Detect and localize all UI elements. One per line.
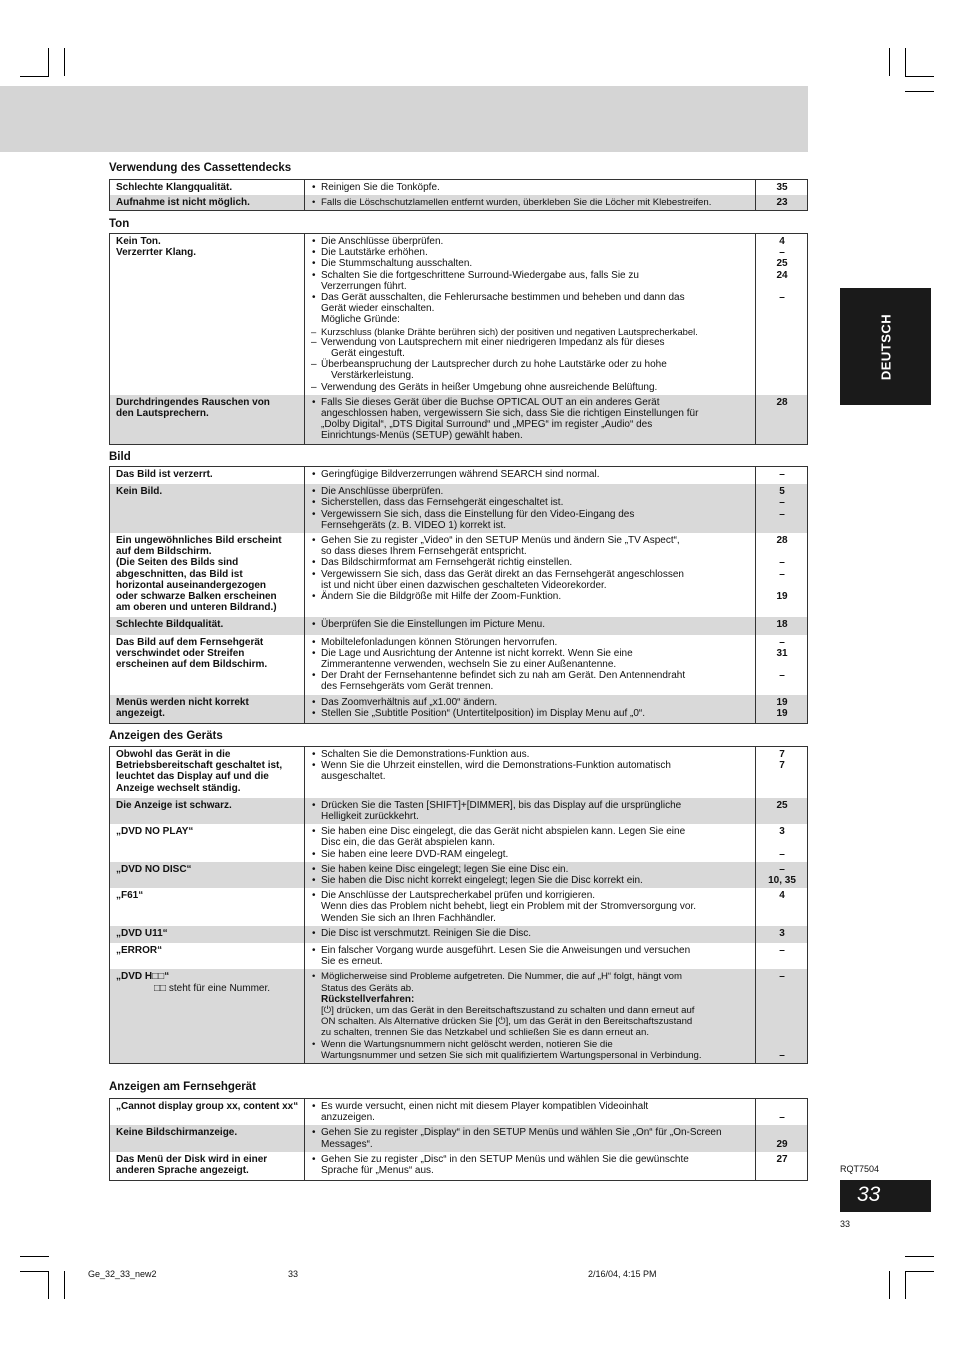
- page-ref: 25: [776, 799, 788, 811]
- problem-cell: [110, 862, 305, 888]
- solution-bullet: [311, 397, 750, 442]
- page-ref: 23: [776, 197, 788, 209]
- solution-bullet: [311, 670, 750, 692]
- ton-table: [109, 233, 808, 445]
- solution-cell: [305, 798, 756, 824]
- page-ref: –: [779, 568, 785, 580]
- bullet-line: • Vergewissern Sie sich, dass das Gerät direkt an das Fernsehgerät angeschlossen: [321, 568, 684, 580]
- problem-text: oder schwarze Balken erscheinen: [116, 591, 277, 603]
- bullet-line: • Möglicherweise sind Probleme aufgetreten. Die Nummer, die auf „H“ folgt, hängt vom: [321, 971, 682, 983]
- problem-cell: [110, 1099, 305, 1126]
- page-cell: [756, 862, 808, 888]
- page-ref: [762, 1101, 802, 1112]
- page-ref: 7: [779, 760, 785, 772]
- bullet-line: • Die Lage und Ausrichtung der Antenne ist nicht korrekt. Wenn Sie eine: [321, 647, 633, 659]
- page-ref: 31: [776, 647, 788, 659]
- solution-bullet: [311, 697, 750, 708]
- header-band: [0, 86, 808, 152]
- page-ref: 29: [776, 1138, 788, 1150]
- page-ref: –: [779, 636, 785, 648]
- solution-cell: [305, 1099, 756, 1126]
- problem-text: Das Bild auf dem Fernsehgerät: [116, 636, 264, 648]
- solution-bullet: • Reinigen Sie die Tonköpfe.: [311, 182, 750, 193]
- table-row: [110, 395, 808, 444]
- table-row: [110, 1099, 808, 1126]
- crop-mark: [905, 48, 906, 76]
- crop-mark: [64, 48, 65, 76]
- solution-cell: [305, 747, 756, 798]
- crop-mark: [48, 1271, 49, 1299]
- problem-cell: [110, 926, 305, 943]
- table-row: [110, 943, 808, 969]
- reason-item: – Verwendung des Geräts in heißer Umgebung ohne ausreichende Belüftung.: [311, 382, 750, 393]
- crop-mark: [905, 1271, 934, 1272]
- page-cell: [756, 747, 808, 798]
- solution-bullet: [311, 569, 750, 591]
- bullet-line: • Sicherstellen, dass das Fernsehgerät eingeschaltet ist.: [321, 497, 564, 509]
- solution-cell: [305, 617, 756, 634]
- reason-item-cont: Gerät eingestuft.: [331, 348, 405, 360]
- page-ref: [762, 983, 802, 994]
- page-cell: [756, 888, 808, 926]
- solution-cell: [305, 1125, 756, 1151]
- table-row: [110, 747, 808, 798]
- page-ref: [762, 1005, 802, 1016]
- bullet-line: • Sie haben eine Disc eingelegt, die das Gerät nicht abspielen kann. Legen Sie eine: [321, 826, 686, 838]
- page-cell: [756, 533, 808, 617]
- page-ref: 3: [779, 927, 785, 939]
- solution-cell: [305, 467, 756, 485]
- solution-cell: [305, 824, 756, 862]
- bullet-line: • Gehen Sie zu register „Disc“ in den SETUP Menüs und wählen Sie die gewünschte: [321, 1153, 689, 1165]
- problem-text: am oberen und unteren Bildrand.): [116, 602, 277, 614]
- table-row: [110, 695, 808, 724]
- bullet-line: ON schalten. Als Alternative drücken Sie [⏻], um das Gerät in den Bereitschaftszustand: [321, 1016, 693, 1028]
- table-row: [110, 798, 808, 824]
- page-cell: [756, 824, 808, 862]
- solution-bullet: • Die Lautstärke erhöhen.: [311, 247, 750, 258]
- crop-mark: [20, 1271, 49, 1272]
- section-title-ton: Ton: [109, 218, 130, 230]
- page-ref: –: [779, 1112, 785, 1124]
- solution-cell: [305, 695, 756, 724]
- solution-bullet: [311, 1127, 750, 1149]
- table-row: [110, 484, 808, 533]
- problem-text: Schlechte Bildqualität.: [116, 619, 224, 631]
- bullet-line: Fernsehgeräts (z. B. VIDEO 1) korrekt ist.: [321, 519, 507, 531]
- bullet-line: Einrichtungs-Menüs (SETUP) gewählt haben.: [321, 430, 523, 442]
- solution-bullet: [311, 708, 750, 719]
- problem-text: „DVD NO PLAY“: [116, 826, 194, 838]
- solution-bullet: [311, 619, 750, 630]
- bullet-line: • Die Anschlüsse der Lautsprecherkabel prüfen und korrigieren.: [321, 890, 596, 902]
- page-ref: [762, 837, 802, 848]
- table-row: [110, 1125, 808, 1151]
- crop-mark: [889, 48, 890, 76]
- bullet-line: • Wenn Sie die Uhrzeit einstellen, wird die Demonstrations-Funktion automatisch: [321, 760, 671, 772]
- page-cell: [756, 926, 808, 943]
- problem-cell: [110, 695, 305, 724]
- page-ref: 24: [776, 269, 788, 281]
- problem-text: Kein Bild.: [116, 486, 163, 498]
- crop-mark: [905, 1256, 934, 1257]
- crop-mark: [905, 76, 934, 77]
- problem-cell: [110, 888, 305, 926]
- problem-text: angezeigt.: [116, 707, 165, 719]
- problem-cell: [110, 467, 305, 485]
- table-row: [110, 926, 808, 943]
- table-row: [110, 635, 808, 695]
- solution-cell: [305, 926, 756, 943]
- problem-cell: [110, 1125, 305, 1151]
- solution-bullet: [311, 849, 750, 860]
- problem-cell: [110, 617, 305, 634]
- anzeigen-table: [109, 746, 808, 1064]
- bullet-line: Zimmerantenne verwenden, wechseln Sie zu einer Außenantenne.: [321, 659, 617, 671]
- problem-text: leuchtet das Display auf und die: [116, 771, 269, 783]
- page-ref: 4: [779, 890, 785, 902]
- page-ref: 28: [776, 535, 788, 547]
- page-ref: –: [779, 292, 785, 304]
- language-tab-label: DEUTSCH: [878, 313, 893, 380]
- problem-text: Keine Bildschirmanzeige.: [116, 1127, 238, 1139]
- table-row: [110, 888, 808, 926]
- page-ref: –: [779, 945, 785, 957]
- solution-bullet: [311, 292, 750, 314]
- problem-cell: [110, 635, 305, 695]
- problem-text: „F61“: [116, 890, 144, 902]
- page-ref: 19: [776, 707, 788, 719]
- page-ref: –: [779, 1049, 785, 1061]
- page-ref: 3: [779, 826, 785, 838]
- solution-cell: [305, 862, 756, 888]
- bullet-line: Gerät wieder einschalten.: [321, 303, 435, 315]
- solution-cell: [305, 533, 756, 617]
- section-title-anzeigen: Anzeigen des Geräts: [109, 730, 223, 742]
- bullet-line: • Das Zoomverhältnis auf „x1.00“ ändern.: [321, 696, 498, 708]
- problem-text: erscheinen auf dem Bildschirm.: [116, 659, 268, 671]
- page-ref: –: [779, 557, 785, 569]
- solution-bullet: [311, 875, 750, 886]
- crop-mark: [889, 1271, 890, 1299]
- solution-bullet: [311, 509, 750, 531]
- page-ref: 4: [779, 236, 785, 247]
- solution-bullet: [311, 971, 750, 1038]
- page-cell: [756, 1125, 808, 1151]
- problem-text: auf dem Bildschirm.: [116, 546, 212, 558]
- page-number-small: 33: [840, 1219, 851, 1229]
- bullet-line: Disc ein, die das Gerät abspielen kann.: [321, 837, 495, 849]
- bullet-line: • Schalten Sie die fortgeschrittene Surround-Wiedergabe aus, falls Sie zu: [321, 269, 639, 281]
- bullet-line: Sie es erneut.: [321, 956, 383, 968]
- problem-cell: [110, 484, 305, 533]
- bullet-line: • Gehen Sie zu register „Display“ in den SETUP Menüs und wählen Sie „On“ für „On-Screen: [321, 1127, 722, 1139]
- problem-text: Kein Ton.: [116, 236, 161, 247]
- page-ref: [762, 281, 802, 292]
- page-ref: –: [779, 508, 785, 520]
- page-number-box: [840, 1180, 931, 1212]
- problem-cell: [110, 1152, 305, 1181]
- footer-timestamp: 2/16/04, 4:15 PM: [588, 1269, 657, 1279]
- page-cell: [756, 1099, 808, 1126]
- problem-text: Das Bild ist verzerrt.: [116, 469, 213, 480]
- problem-cell: [110, 747, 305, 798]
- bullet-line: • Das Bildschirmformat am Fernsehgerät richtig einstellen.: [321, 557, 573, 569]
- solution-bullet: [311, 749, 750, 760]
- bullet-line: • Wenn die Wartungsnummern nicht gelöscht werden, notieren Sie die: [321, 1038, 613, 1050]
- bullet-line: angeschlossen haben, vergewissern Sie sich, dass Sie die richtigen Einstellungen für: [321, 408, 699, 420]
- bullet-line: Sprache für „Menus“ aus.: [321, 1165, 434, 1177]
- problem-cell: [110, 824, 305, 862]
- solution-bullet: [311, 800, 750, 822]
- bullet-line: • Sie haben eine leere DVD-RAM eingelegt.: [321, 848, 509, 860]
- tv-table: [109, 1098, 808, 1181]
- problem-text: den Lautsprechern.: [116, 408, 209, 420]
- page-cell: [756, 635, 808, 695]
- table-row: [110, 862, 808, 888]
- bullet-line: des Fernsehgeräts vom Gerät trennen.: [321, 681, 494, 693]
- table-row: [110, 969, 808, 1063]
- solution-bullet: [311, 486, 750, 497]
- solution-bullet: [311, 591, 750, 602]
- bullet-line: Helligkeit zurückkehrt.: [321, 811, 419, 823]
- problem-text: Obwohl das Gerät in die: [116, 749, 231, 760]
- bullet-line: • Es wurde versucht, einen nicht mit diesem Player kompatiblen Videoinhalt: [321, 1101, 649, 1112]
- page-ref: 35: [776, 182, 788, 193]
- page-cell: [756, 484, 808, 533]
- problem-text: abgeschnitten, das Bild ist: [116, 568, 243, 580]
- reset-label: Rückstellverfahren:: [321, 993, 415, 1005]
- crop-mark: [48, 48, 49, 76]
- page-number: 33: [857, 1183, 881, 1206]
- bullet-line: zu schalten, trennen Sie das Netzkabel und schließen Sie es dann erneut an.: [321, 1027, 649, 1039]
- solution-bullet: [311, 270, 750, 292]
- page-ref: 18: [776, 619, 788, 631]
- page-ref: 19: [776, 591, 788, 603]
- bullet-line: • Ein falscher Vorgang wurde ausgeführt. Lesen Sie die Anweisungen und versuchen: [321, 945, 691, 957]
- problem-text: „ERROR“: [116, 945, 163, 957]
- page-ref: 5: [779, 486, 785, 498]
- page-ref: [762, 1016, 802, 1027]
- problem-text: „DVD U11“: [116, 927, 168, 939]
- bullet-line: so dass dieses Ihrem Fernsehgerät entspricht.: [321, 546, 527, 558]
- problem-text: Anzeige wechselt ständig.: [116, 782, 241, 794]
- cassette-table: [109, 179, 808, 211]
- bullet-line: • Stellen Sie „Subtitle Position“ (Untertitelposition) im Display Menu auf „0“.: [321, 707, 646, 719]
- language-tab: [840, 288, 931, 405]
- page-ref: –: [779, 497, 785, 509]
- page-ref: 19: [776, 696, 788, 708]
- bullet-line: • Falls Sie dieses Gerät über die Buchse OPTICAL OUT an ein anderes Gerät: [321, 396, 660, 408]
- table-row: [110, 824, 808, 862]
- bullet-line: • Überprüfen Sie die Einstellungen im Picture Menu.: [321, 619, 546, 631]
- solution-bullet: [311, 1154, 750, 1176]
- solution-bullet: • Die Anschlüsse überprüfen.: [311, 236, 750, 247]
- solution-bullet: [311, 945, 750, 967]
- page-ref: [762, 580, 802, 591]
- problem-cell: [110, 943, 305, 969]
- problem-text: Das Menü der Disk wird in einer: [116, 1153, 268, 1165]
- bullet-line: • Die Disc ist verschmutzt. Reinigen Sie die Disc.: [321, 927, 532, 939]
- reason-item-cont: Verstärkerleistung.: [331, 370, 414, 382]
- problem-text: Schlechte Klangqualität.: [116, 182, 233, 193]
- crop-mark: [64, 1271, 65, 1299]
- solution-cell: [305, 484, 756, 533]
- page-ref: [762, 1127, 802, 1138]
- page-ref: [762, 1039, 802, 1050]
- table-row: [110, 195, 808, 211]
- reason-item: – Verwendung von Lautsprechern mit einer niedrigeren Impedanz als für dieses: [311, 337, 750, 348]
- model-code: RQT7504: [840, 1164, 880, 1174]
- table-row: [110, 533, 808, 617]
- reason-item: – Kurzschluss (blanke Drähte berühren sich) der positiven und negativen Lautsprecherkabel.: [311, 326, 750, 337]
- page-ref: [762, 659, 802, 670]
- page-ref: –: [779, 863, 785, 875]
- solution-bullet: [311, 469, 750, 480]
- page-ref: 25: [776, 258, 788, 270]
- problem-text: (Die Seiten des Bilds sind: [116, 557, 239, 569]
- bullet-line: [⏻] drücken, um das Gerät in den Bereitschaftszustand zu schalten und dann erneut auf: [321, 1005, 695, 1017]
- page-ref: [762, 994, 802, 1005]
- crop-mark: [905, 1271, 906, 1299]
- bullet-line: • Gehen Sie zu register „Video“ in den SETUP Menüs und ändern Sie „TV Aspect“,: [321, 535, 680, 547]
- solution-cell: [305, 888, 756, 926]
- solution-cell: [305, 943, 756, 969]
- bullet-line: anzuzeigen.: [321, 1112, 375, 1124]
- page-ref: 28: [776, 396, 788, 408]
- page-ref: [762, 1027, 802, 1038]
- solution-bullet: [311, 637, 750, 648]
- solution-bullet: [311, 535, 750, 557]
- reason-item: – Überbeanspruchung der Lautsprecher durch zu hohe Lautstärke oder zu hohe: [311, 359, 750, 370]
- page-ref: –: [779, 971, 785, 983]
- bullet-line: • Das Gerät ausschalten, die Fehlerursache bestimmen und beheben und dann das: [321, 292, 685, 304]
- page-ref: 10, 35: [768, 875, 796, 887]
- solution-bullet: [311, 890, 750, 924]
- solution-bullet: • Die Stummschaltung ausschalten.: [311, 258, 750, 269]
- solution-bullet: [311, 648, 750, 670]
- bullet-line: • Die Anschlüsse überprüfen.: [321, 486, 444, 498]
- bullet-line: • Schalten Sie die Demonstrations-Funktion aus.: [321, 749, 530, 760]
- bullet-line: „Dolby Digital“, „DTS Digital Surround“ und „MPEG“ im register „Audio“ des: [321, 419, 653, 431]
- bullet-line: • Geringfügige Bildverzerrungen während SEARCH sind normal.: [321, 469, 600, 480]
- solution-bullet: [311, 928, 750, 939]
- bild-table: [109, 466, 808, 724]
- solution-bullet: [311, 557, 750, 568]
- problem-text: Ein ungewöhnliches Bild erscheint: [116, 535, 282, 547]
- problem-text: „Cannot display group xx, content xx“: [116, 1101, 299, 1112]
- page-ref: –: [779, 469, 785, 480]
- bullet-line: Verzerrungen führt.: [321, 280, 407, 292]
- solution-bullet: [311, 864, 750, 875]
- problem-note: □□ steht für eine Nummer.: [154, 982, 271, 994]
- solution-bullet: [311, 1101, 750, 1123]
- bullet-line: Messages“.: [321, 1138, 373, 1150]
- table-row: [110, 1152, 808, 1181]
- bullet-line: • Ändern Sie die Bildgröße mit Hilfe der Zoom-Funktion.: [321, 591, 562, 603]
- crop-mark: [905, 91, 934, 92]
- bullet-line: ausgeschaltet.: [321, 771, 386, 783]
- solution-cell: [305, 1152, 756, 1181]
- problem-text: anderen Sprache angezeigt.: [116, 1165, 249, 1177]
- solution-bullet: [311, 826, 750, 848]
- bullet-line: Wenn dies das Problem nicht behebt, liegt ein Problem mit der Stromversorgung vor.: [321, 901, 696, 913]
- section-title-tv: Anzeigen am Fernsehgerät: [109, 1081, 256, 1093]
- table-row: [110, 180, 808, 196]
- problem-text: Die Anzeige ist schwarz.: [116, 799, 232, 811]
- page-ref: –: [779, 670, 785, 682]
- solution-bullet: [311, 760, 750, 782]
- problem-text: Aufnahme ist nicht möglich.: [116, 197, 250, 209]
- page-ref: 7: [779, 749, 785, 760]
- bullet-line: • Sie haben die Disc nicht korrekt eingelegt; legen Sie die Disc korrekt ein.: [321, 875, 643, 887]
- problem-text: horizontal auseinandergezogen: [116, 579, 267, 591]
- bullet-line: • Drücken Sie die Tasten [SHIFT]+[DIMMER], bis das Display auf die ursprüngliche: [321, 799, 682, 811]
- problem-cell: [110, 798, 305, 824]
- problem-text: Verzerrter Klang.: [116, 247, 197, 259]
- bullet-line: Wartungsnummer und setzen Sie sich mit qualifiziertem Wartungspersonal in Verbindung.: [321, 1049, 702, 1061]
- problem-text: verschwindet oder Streifen: [116, 647, 245, 659]
- page-ref: –: [779, 247, 785, 259]
- section-title-bild: Bild: [109, 451, 131, 463]
- table-row: [110, 234, 808, 395]
- problem-text: Menüs werden nicht korrekt: [116, 696, 249, 708]
- page-cell: [756, 695, 808, 724]
- bullet-line: • Mobiltelefonladungen können Störungen hervorrufen.: [321, 636, 558, 648]
- page-cell: [756, 798, 808, 824]
- table-row: [110, 467, 808, 485]
- bullet-line: • Vergewissern Sie sich, dass die Einstellung für den Video-Eingang des: [321, 508, 635, 520]
- bullet-line: • Sie haben keine Disc eingelegt; legen Sie eine Disc ein.: [321, 863, 569, 875]
- bullet-line: • Der Draht der Fernsehantenne befindet sich zu nah am Gerät. Den Antennendraht: [321, 670, 686, 682]
- footer-page: 33: [288, 1269, 299, 1279]
- crop-mark: [20, 1256, 49, 1257]
- page-ref: 27: [776, 1153, 788, 1165]
- problem-text: Betriebsbereitschaft geschaltet ist,: [116, 760, 283, 772]
- reasons-label: Mögliche Gründe:: [321, 314, 400, 326]
- solution-bullet: [311, 497, 750, 508]
- solution-bullet: • Falls die Löschschutzlamellen entfernt wurden, überkleben Sie die Löcher mit Klebestreifen.: [311, 197, 750, 208]
- page-ref: –: [779, 848, 785, 860]
- page-cell: [756, 1152, 808, 1181]
- table-row: [110, 617, 808, 634]
- problem-text: Durchdringendes Rauschen von: [116, 396, 270, 408]
- problem-cell: [110, 533, 305, 617]
- page-cell: [756, 943, 808, 969]
- section-title-cassette: Verwendung des Cassettendecks: [109, 162, 292, 174]
- bullet-line: Status des Geräts ab.: [321, 982, 414, 994]
- problem-text: „DVD H□□“: [116, 971, 170, 983]
- page-cell: [756, 617, 808, 634]
- page-cell: [756, 467, 808, 485]
- footer-file: Ge_32_33_new2: [88, 1269, 157, 1279]
- page-ref: [762, 546, 802, 557]
- solution-bullet: [311, 1039, 750, 1061]
- bullet-line: ist und nicht über einen dazwischen geschalteten Videorekorder.: [321, 579, 607, 591]
- solution-cell: [305, 635, 756, 695]
- bullet-line: Wenden Sie sich an Ihren Fachhändler.: [321, 912, 496, 924]
- crop-mark: [20, 76, 49, 77]
- problem-text: „DVD NO DISC“: [116, 863, 192, 875]
